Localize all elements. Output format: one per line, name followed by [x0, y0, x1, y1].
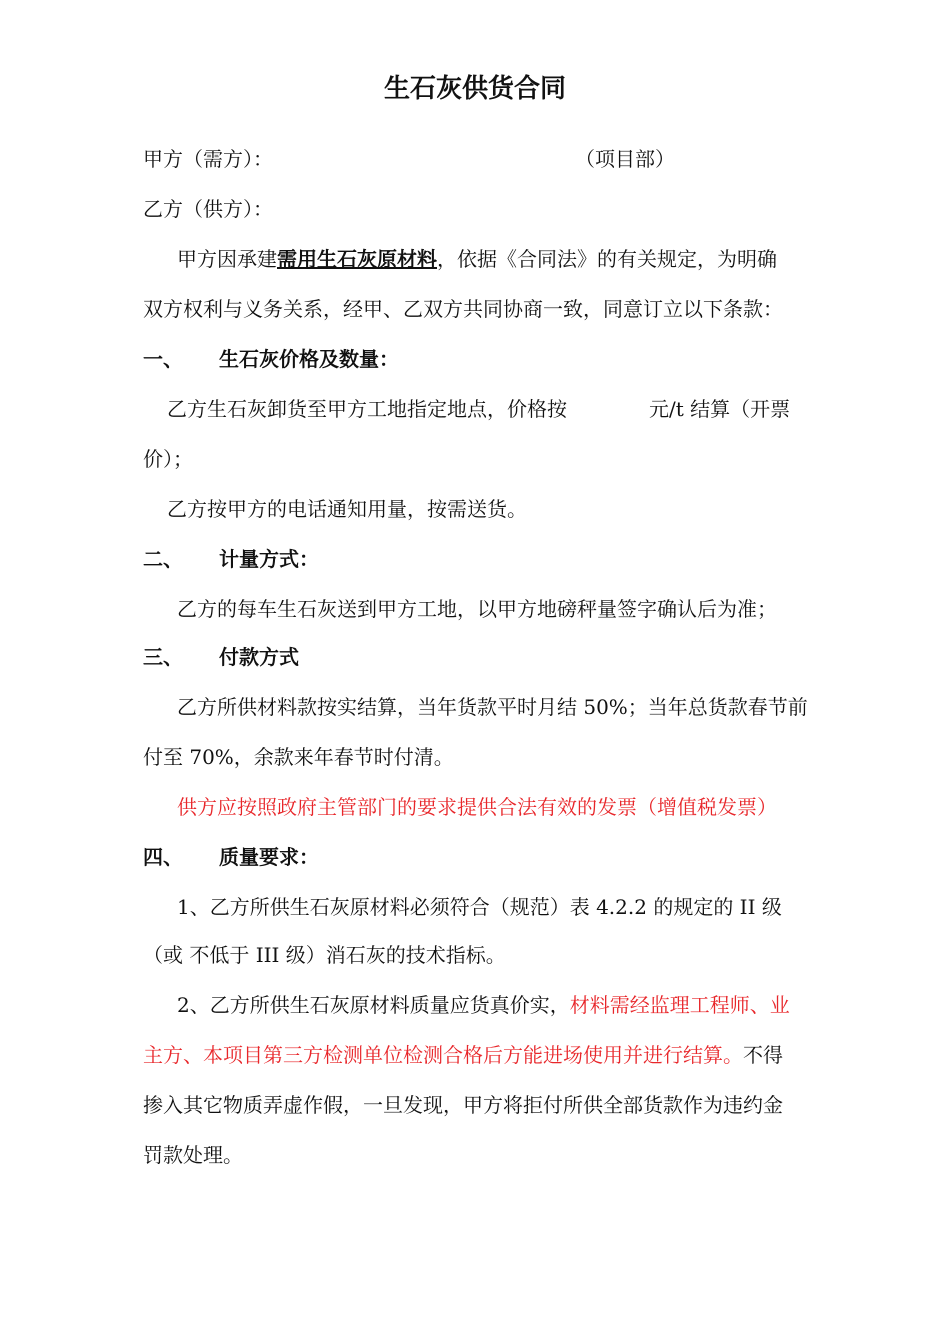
- section-3-title: 付款方式: [219, 645, 299, 669]
- intro-line-2: 双方权利与义务关系，经甲、乙双方共同协商一致，同意订立以下条款：: [143, 297, 783, 321]
- s4-p2-line-2: [143, 1042, 873, 1068]
- intro-prefix: 甲方因承建: [177, 247, 277, 271]
- section-4-heading: [143, 844, 873, 870]
- party-b-label: 乙方（供方）：: [143, 197, 273, 221]
- document-title: 生石灰供货合同: [383, 74, 566, 104]
- s4-p1-line-1: 1、乙方所供生石灰原材料必须符合（规范）表 4.2.2 的规定的 II 级: [177, 895, 782, 919]
- section-2-heading: [143, 546, 873, 572]
- s1-line-3: 乙方按甲方的电话通知用量，按需送货。: [167, 497, 527, 521]
- s4-p2-line-3: 掺入其它物质弄虚作假，一旦发现，甲方将拒付所供全部货款作为违约金: [143, 1093, 783, 1117]
- intro-suffix: ，依据《合同法》的有关规定，为明确: [437, 247, 777, 271]
- intro-underlined: 需用生石灰原材料: [277, 247, 437, 271]
- s4-p2-line-1: [177, 992, 877, 1018]
- party-b-line: [143, 196, 873, 222]
- s3-line-2: 付至 70%，余款来年春节时付清。: [143, 745, 454, 769]
- section-3-heading: [143, 644, 873, 670]
- s4-p2-line-2-black: 不得: [743, 1043, 783, 1067]
- party-a-dept: （项目部）: [575, 147, 675, 171]
- s3-line-1: 乙方所供材料款按实结算，当年货款平时月结 50%；当年总货款春节前: [177, 695, 808, 719]
- section-4-title: 质量要求：: [219, 845, 319, 869]
- party-a-label: 甲方（需方）：: [143, 147, 273, 171]
- s4-p2-line-4: 罚款处理。: [143, 1143, 243, 1167]
- section-2-title: 计量方式：: [219, 547, 319, 571]
- section-1-heading: [143, 346, 873, 372]
- section-3-number: 三、: [143, 645, 183, 669]
- s3-invoice-requirement: 供方应按照政府主管部门的要求提供合法有效的发票（增值税发票）: [177, 795, 777, 819]
- s4-p2-line-2-red: 主方、本项目第三方检测单位检测合格后方能进场使用并进行结算。: [143, 1043, 743, 1067]
- party-a-line: [143, 146, 873, 172]
- s1-line-2: 价）；: [143, 447, 193, 471]
- section-1-title: 生石灰价格及数量：: [219, 347, 399, 371]
- s4-p2-line-1-black: 2、乙方所供生石灰原材料质量应货真价实，: [177, 993, 570, 1017]
- s4-p1-line-2: （或 不低于 III 级）消石灰的技术指标。: [143, 943, 506, 967]
- s1-line-1a: 乙方生石灰卸货至甲方工地指定地点，价格按: [167, 397, 567, 421]
- section-2-number: 二、: [143, 547, 183, 571]
- s4-p2-line-1-red: 材料需经监理工程师、业: [569, 993, 790, 1017]
- s1-line-1: [167, 396, 897, 422]
- section-1-number: 一、: [143, 347, 183, 371]
- section-4-number: 四、: [143, 845, 183, 869]
- s1-line-1b: 元/t 结算（开票: [649, 397, 791, 421]
- intro-line-1: [177, 246, 877, 272]
- s2-line-1: 乙方的每车生石灰送到甲方工地，以甲方地磅秤量签字确认后为准；: [177, 597, 777, 621]
